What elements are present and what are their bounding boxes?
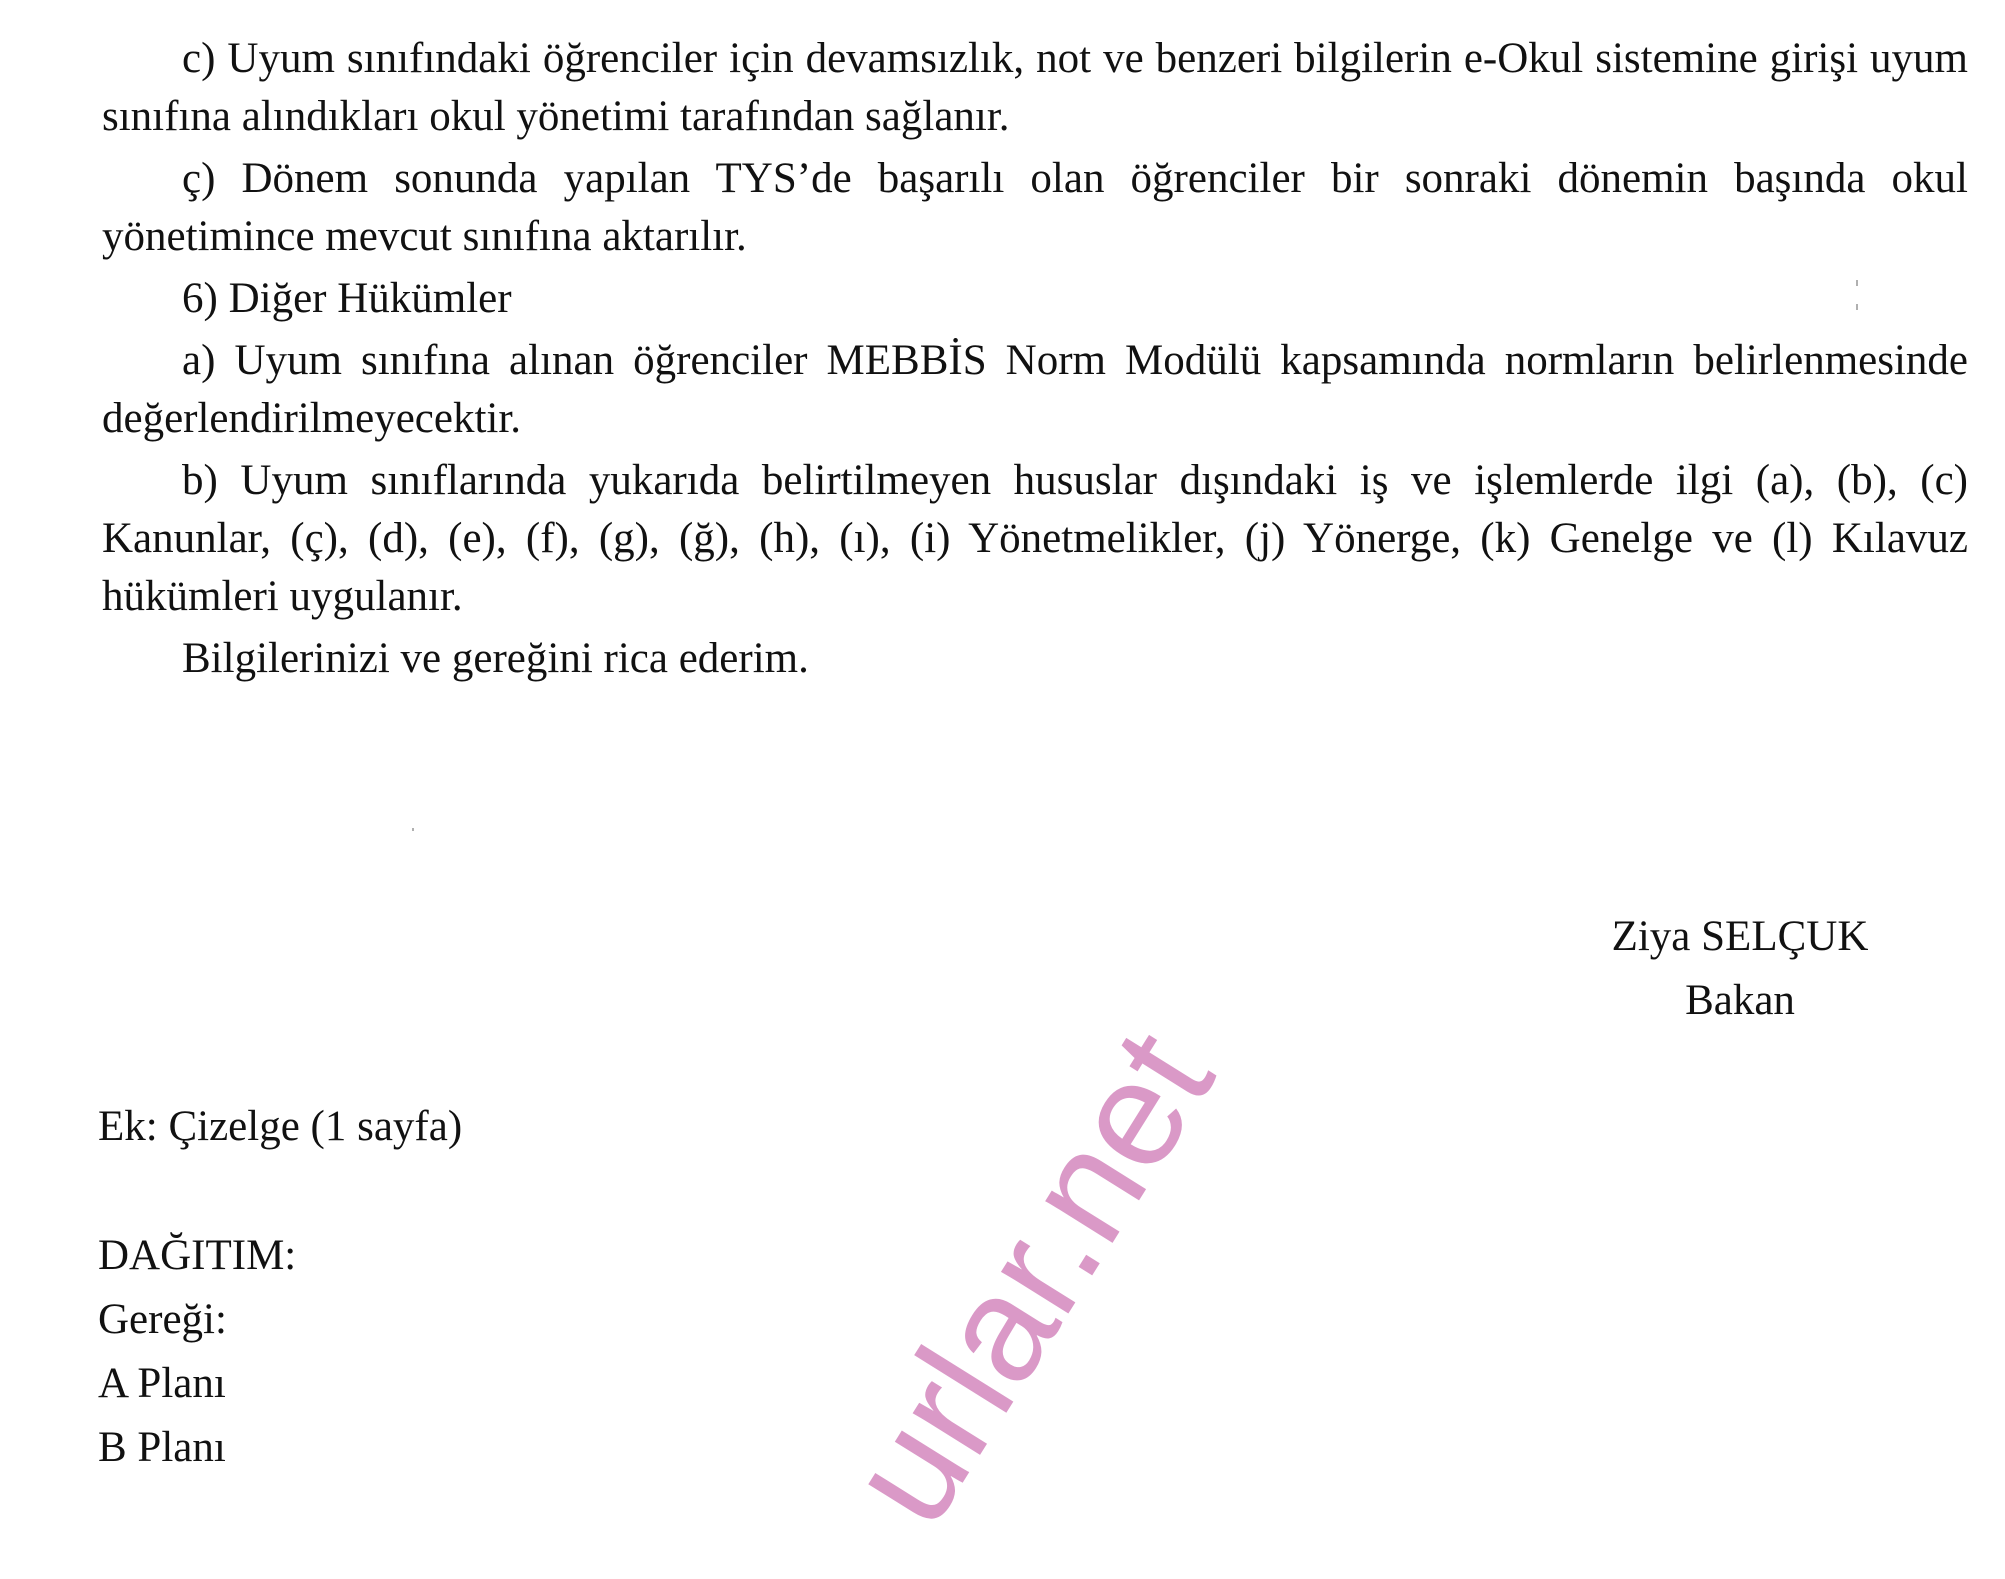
closing-line: Bilgilerinizi ve gereğini rica ederim. <box>182 635 809 682</box>
distribution-subheading: Gereği: <box>98 1296 227 1343</box>
scan-speck <box>412 828 414 831</box>
attachment-note: Ek: Çizelge (1 sayfa) <box>98 1103 463 1150</box>
watermark-text: urlar.net <box>814 1002 1245 1552</box>
scan-speck <box>1856 304 1858 310</box>
document-body <box>102 30 1968 692</box>
paragraph-b: b) Uyum sınıflarında yukarıda belirtilmeyen hususlar dışındaki iş ve işlemlerde ilgi (a), (b), (c) Kanunlar, (ç), (d), (e), (f), (g), (ğ), (h), (ı), (i) Yönetmelikler, (j) Yönerge, (k) Genelge ve (l) Kılavuz hükümleri uygulanır. <box>102 457 1968 620</box>
scan-speck <box>1856 280 1858 286</box>
distribution-list <box>98 1224 296 1480</box>
distribution-heading: DAĞITIM: <box>98 1232 297 1279</box>
paragraph-cc: ç) Dönem sonunda yapılan TYS’de başarılı olan öğrenciler bir sonraki dönemin başında okul yönetimince mevcut sınıfına aktarılır. <box>102 155 1968 260</box>
paragraph-c: c) Uyum sınıfındaki öğrenciler için devamsızlık, not ve benzeri bilgilerin e-Okul sistemine girişi uyum sınıfına alındıkları okul yönetimi tarafından sağlanır. <box>102 35 1968 140</box>
distribution-item: B Planı <box>98 1424 226 1471</box>
paragraph-a: a) Uyum sınıfına alınan öğrenciler MEBBİS Norm Modülü kapsamında normların belirlenmesinde değerlendirilmeyecektir. <box>102 337 1968 442</box>
signatory-title: Bakan <box>1685 977 1795 1024</box>
distribution-item: A Planı <box>98 1360 226 1407</box>
section-heading-6: 6) Diğer Hükümler <box>182 275 512 322</box>
signature-block <box>1540 905 1940 1033</box>
signatory-name: Ziya SELÇUK <box>1611 913 1869 960</box>
